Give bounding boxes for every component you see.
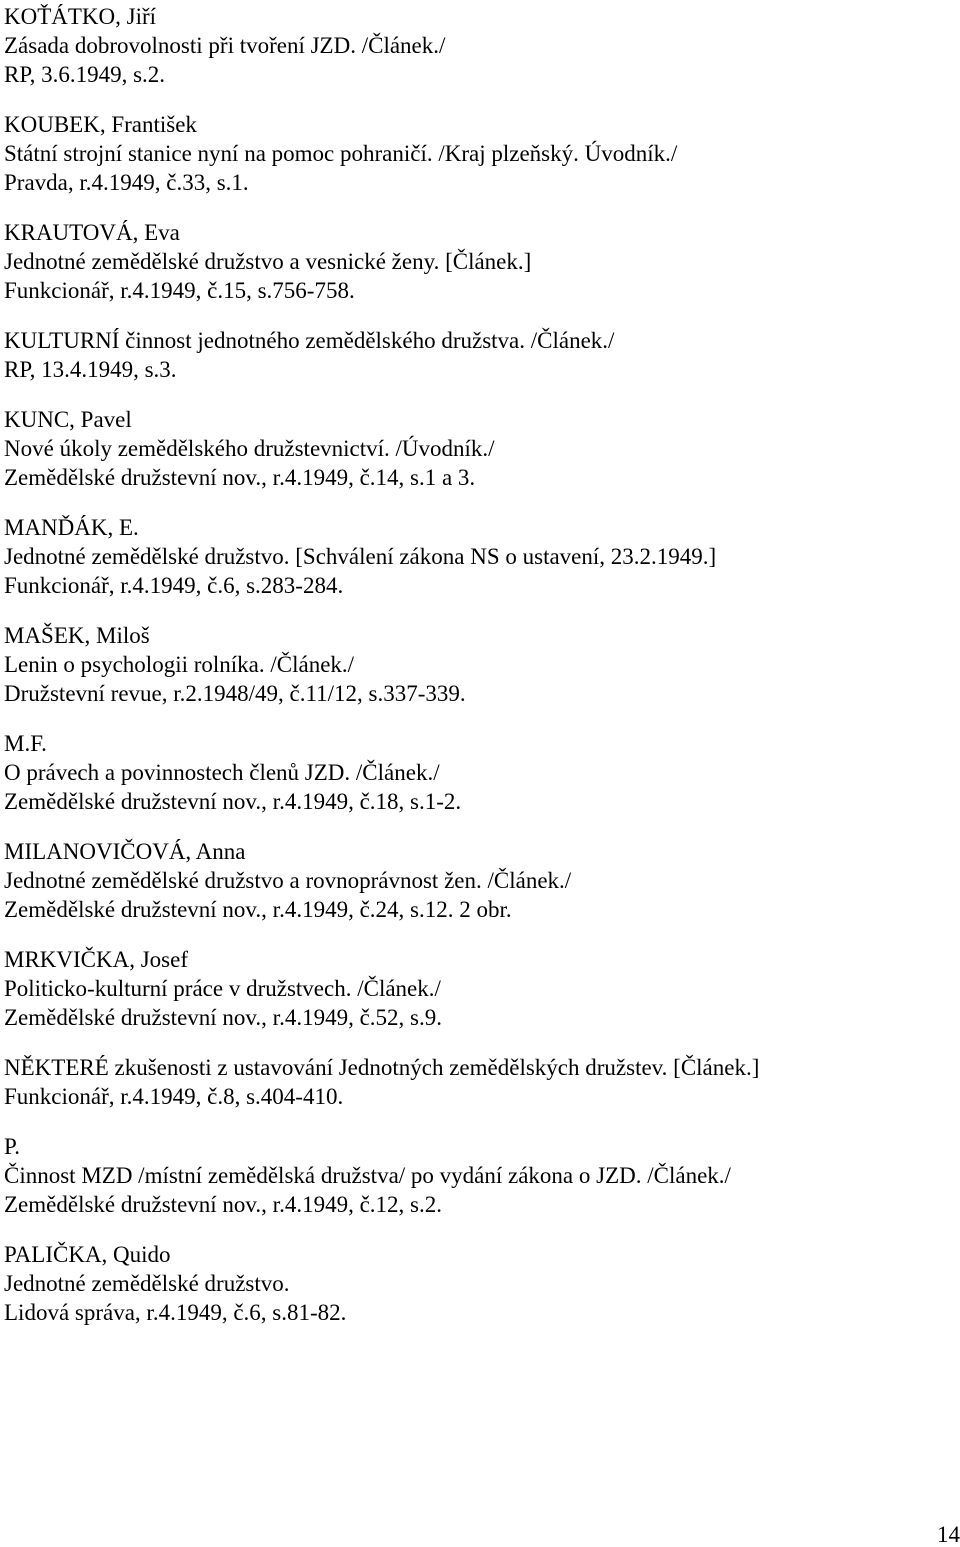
entry-title: Lenin o psychologii rolníka. /Článek./ — [4, 652, 355, 677]
entry-author: P. — [4, 1134, 20, 1159]
entry-source: Zemědělské družstevní nov., r.4.1949, č.18, s.1-2. — [4, 789, 462, 814]
entry-source: Zemědělské družstevní nov., r.4.1949, č.24, s.12. 2 obr. — [4, 897, 512, 922]
entry-author: KOUBEK, František — [4, 112, 197, 137]
bibliography-entry — [4, 1053, 944, 1111]
bibliography-entry — [4, 945, 944, 1032]
entry-author: KRAUTOVÁ, Eva — [4, 220, 180, 245]
entry-author: KUNC, Pavel — [4, 407, 132, 432]
bibliography-entry — [4, 513, 944, 600]
entry-title: Jednotné zemědělské družstvo. — [4, 1271, 290, 1296]
bibliography-entry — [4, 110, 944, 197]
bibliography-entry — [4, 729, 944, 816]
entry-title: Zásada dobrovolnosti při tvoření JZD. /Článek./ — [4, 33, 446, 58]
entry-author: PALIČKA, Quido — [4, 1242, 171, 1267]
bibliography-entry — [4, 837, 944, 924]
entry-author: M.F. — [4, 731, 47, 756]
entry-title: Činnost MZD /místní zemědělská družstva/ po vydání zákona o JZD. /Článek./ — [4, 1163, 731, 1188]
page-number: 14 — [937, 1522, 960, 1547]
bibliography-entries — [4, 2, 944, 1348]
entry-source: RP, 13.4.1949, s.3. — [4, 357, 177, 382]
entry-source: Funkcionář, r.4.1949, č.15, s.756-758. — [4, 278, 355, 303]
entry-author: MRKVIČKA, Josef — [4, 947, 188, 972]
bibliography-entry — [4, 326, 944, 384]
entry-source: RP, 3.6.1949, s.2. — [4, 62, 166, 87]
entry-author: MAŠEK, Miloš — [4, 623, 150, 648]
bibliography-entry — [4, 621, 944, 708]
entry-title: KULTURNÍ činnost jednotného zemědělského družstva. /Článek./ — [4, 328, 615, 353]
entry-source: Lidová správa, r.4.1949, č.6, s.81-82. — [4, 1300, 347, 1325]
bibliography-entry — [4, 2, 944, 89]
entry-source: Zemědělské družstevní nov., r.4.1949, č.12, s.2. — [4, 1192, 442, 1217]
entry-title: NĚKTERÉ zkušenosti z ustavování Jednotných zemědělských družstev. [Článek.] — [4, 1055, 760, 1080]
entry-source: Pravda, r.4.1949, č.33, s.1. — [4, 170, 249, 195]
bibliography-entry — [4, 218, 944, 305]
entry-source: Zemědělské družstevní nov., r.4.1949, č.14, s.1 a 3. — [4, 465, 476, 490]
entry-author: MANĎÁK, E. — [4, 515, 139, 540]
bibliography-entry — [4, 405, 944, 492]
entry-source: Zemědělské družstevní nov., r.4.1949, č.52, s.9. — [4, 1005, 442, 1030]
entry-source: Družstevní revue, r.2.1948/49, č.11/12, s.337-339. — [4, 681, 466, 706]
entry-source: Funkcionář, r.4.1949, č.6, s.283-284. — [4, 573, 344, 598]
entry-title: Politicko-kulturní práce v družstvech. /Článek./ — [4, 976, 441, 1001]
entry-title: Nové úkoly zemědělského družstevnictví. /Úvodník./ — [4, 436, 495, 461]
entry-source: Funkcionář, r.4.1949, č.8, s.404-410. — [4, 1084, 344, 1109]
entry-title: O právech a povinnostech členů JZD. /Článek./ — [4, 760, 440, 785]
entry-title: Státní strojní stanice nyní na pomoc pohraničí. /Kraj plzeňský. Úvodník./ — [4, 141, 678, 166]
entry-title: Jednotné zemědělské družstvo a rovnoprávnost žen. /Článek./ — [4, 868, 572, 893]
entry-title: Jednotné zemědělské družstvo. [Schválení zákona NS o ustavení, 23.2.1949.] — [4, 544, 717, 569]
entry-author: KOŤÁTKO, Jiří — [4, 4, 157, 29]
entry-title: Jednotné zemědělské družstvo a vesnické ženy. [Článek.] — [4, 249, 532, 274]
bibliography-entry — [4, 1132, 944, 1219]
entry-author: MILANOVIČOVÁ, Anna — [4, 839, 246, 864]
bibliography-entry — [4, 1240, 944, 1327]
